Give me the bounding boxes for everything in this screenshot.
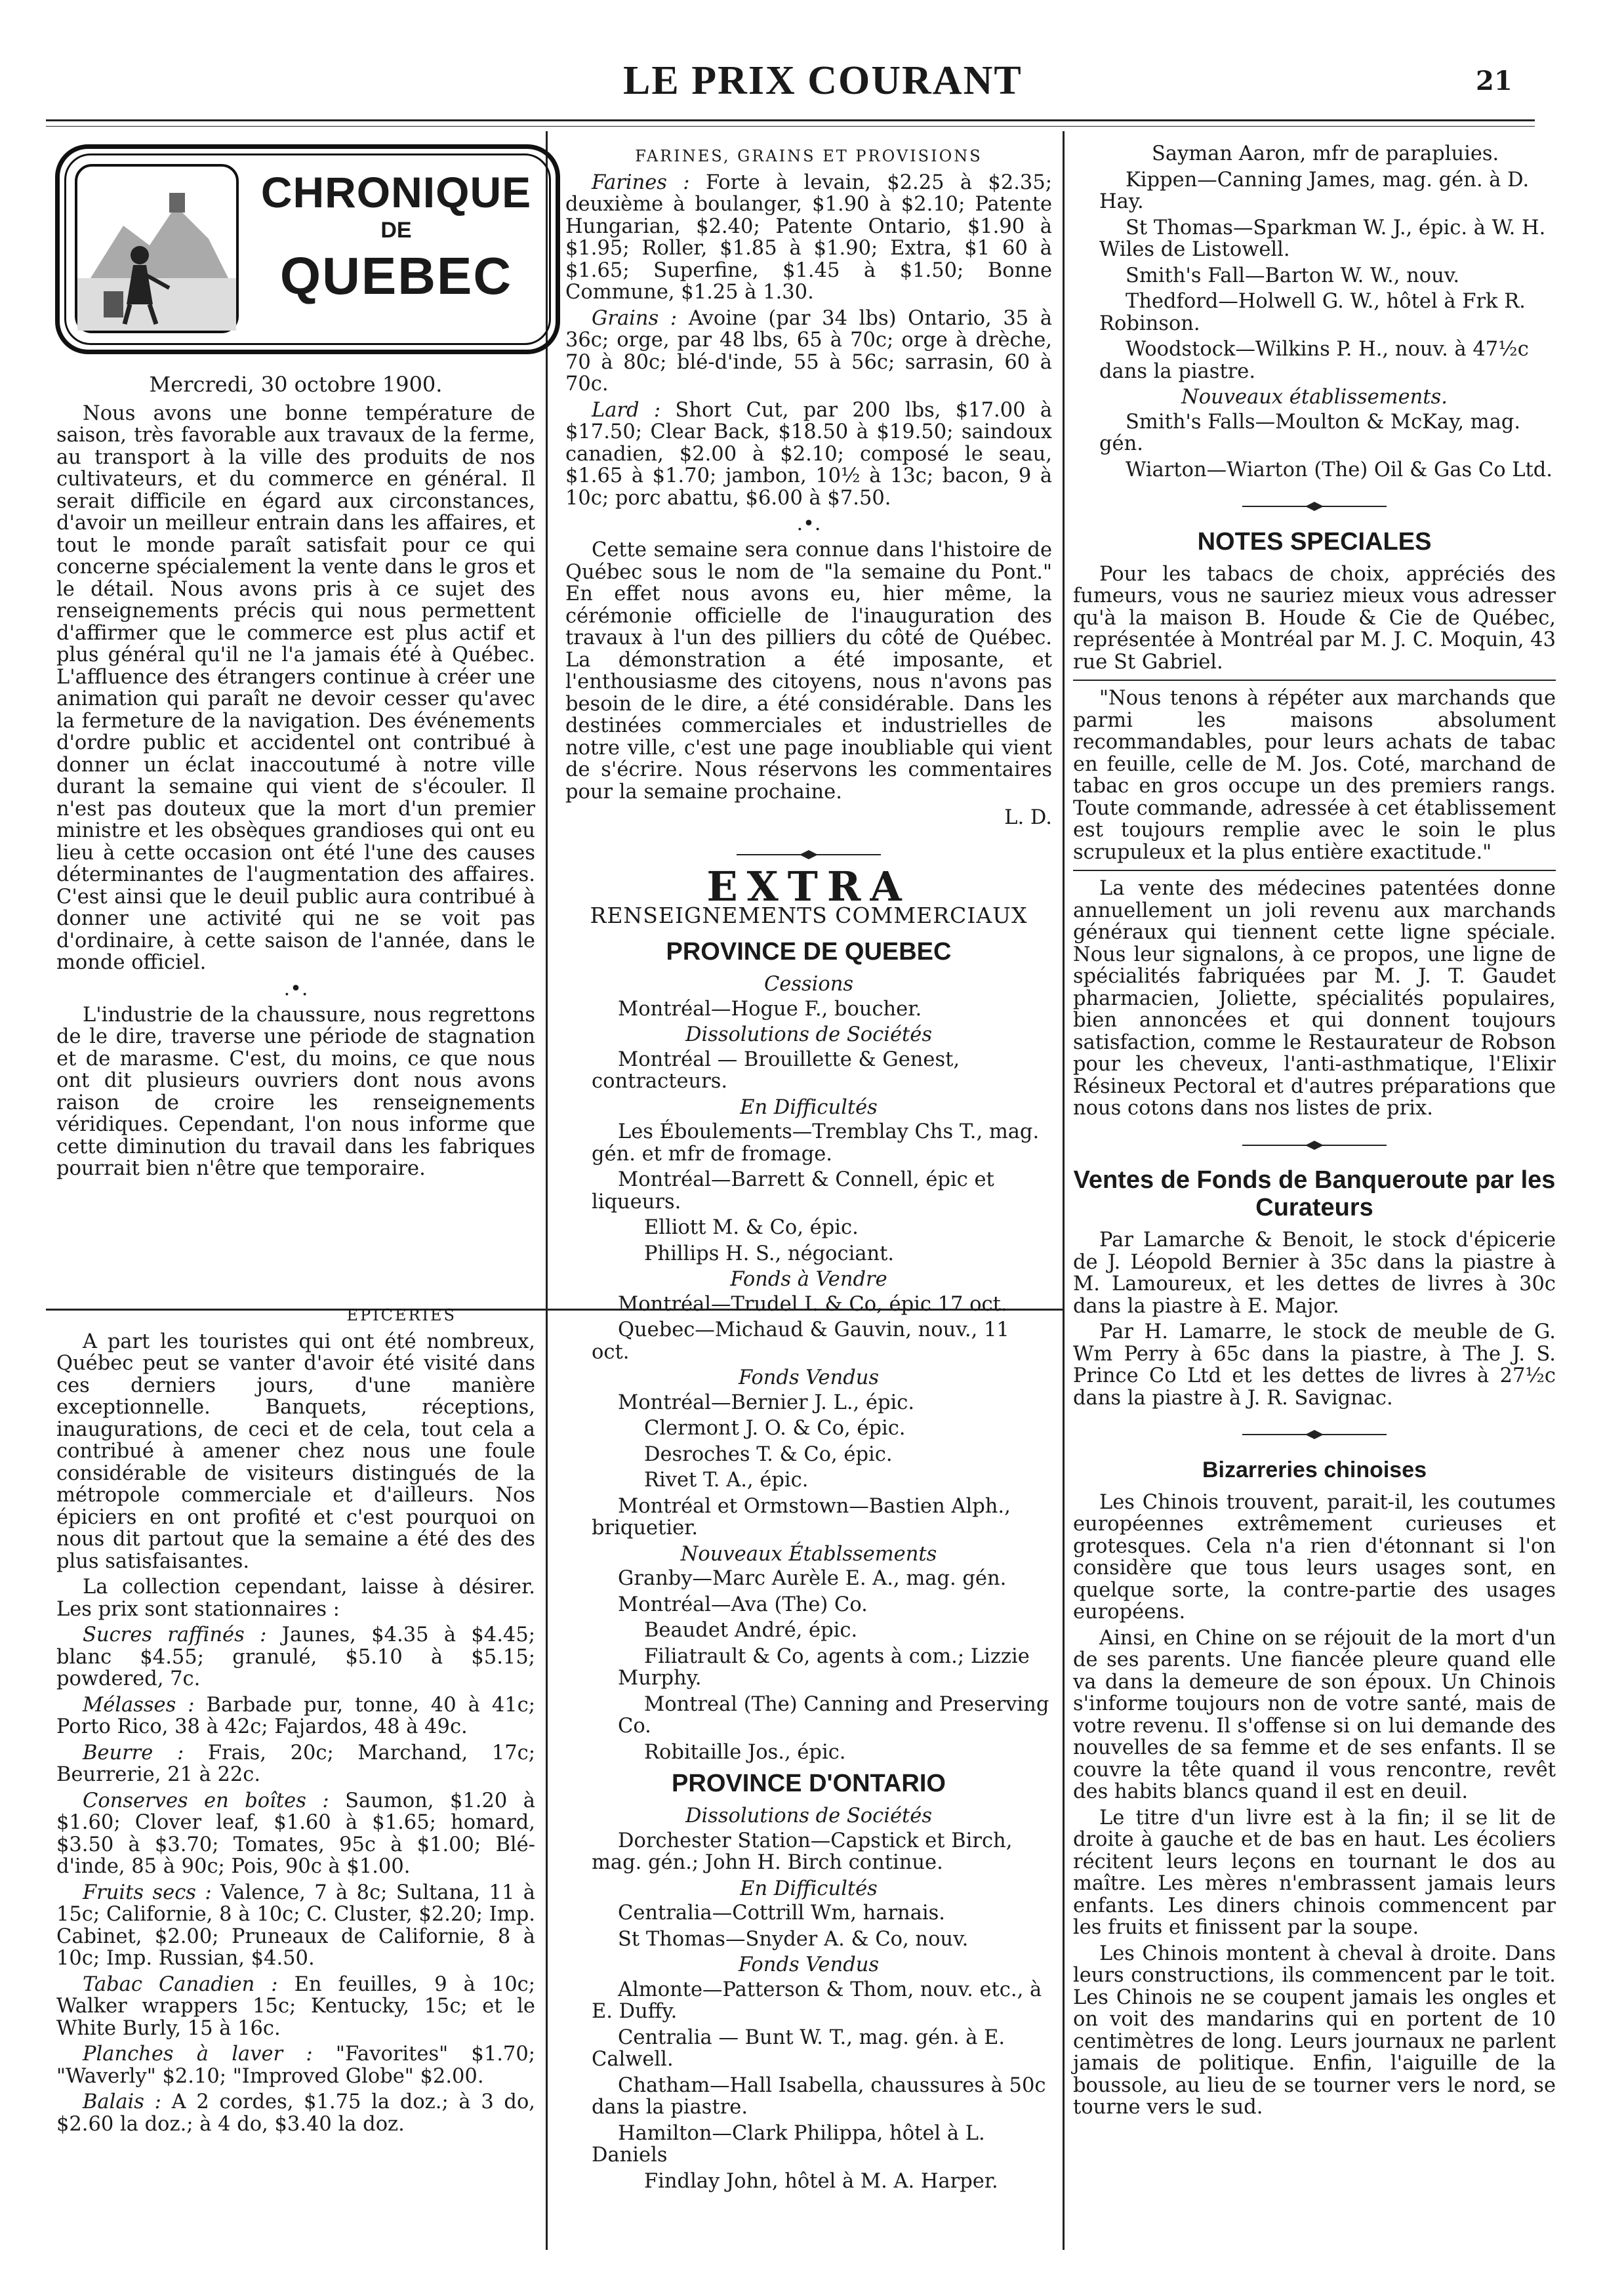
vente-lamarre: Par H. Lamarre, le stock de meuble de G. Wm Perry à 65c dans la piastre, à The J. S. Prince Co Ltd et les dettes de livres à 27½c dans la piastre à J. R. Savignac. — [1073, 1320, 1556, 1410]
dissolutions-heading: Dissolutions de Sociétés — [685, 1023, 932, 1046]
list-item: Rivet T. A., épic. — [644, 1469, 809, 1492]
list-item: Findlay John, hôtel à M. A. Harper. — [644, 2169, 998, 2193]
note-tabacs: Pour les tabacs de choix, appréciés des fumeurs, vous ne sauriez mieux vous adresser qu'à la maison B. Houde & Cie de Québec, représentée à Montréal par M. J. C. Moquin, 43 rue St Gabriel. — [1073, 562, 1556, 674]
list-item: Smith's Falls—Moulton & McKay, mag. gén. — [1099, 410, 1521, 455]
ontario-fonds-vendus-heading: Fonds Vendus — [738, 1953, 880, 1976]
list-item: Phillips H. S., négociant. — [644, 1242, 895, 1265]
list-item: Montréal—Ava (The) Co. — [618, 1593, 868, 1616]
price-lard: Lard : Short Cut, par 200 lbs, $17.00 à $17.50; Clear Back, $18.50 à $19.50; saindoux canadien, $2.00 à $2.10; composé le seau, $1.65 à $1.70; jambon, 10½ à 13c; bacon, 9 à 10c; porc abattu, $6.00 à $7.50. — [565, 398, 1053, 510]
column-1-upper — [56, 374, 535, 1184]
top-rule — [46, 119, 1535, 121]
list-item: Montréal—Hogue F., boucher. — [618, 997, 922, 1021]
page-number: 21 — [1476, 66, 1512, 96]
logo-illustration — [75, 164, 239, 333]
ventes-heading: Ventes de Fonds de Banqueroute par les Curateurs — [1073, 1166, 1556, 1221]
cessions-heading: Cessions — [763, 973, 854, 996]
note-cote: "Nous tenons à répéter aux marchands que parmi les maisons absolument recommandables, pour leurs achats de tabac en feuille, celle de M. Jos. Coté, marchand de tabac en gros occupe un des premiers rangs. Toute commande, adressée à cet établissement est toujours remplie avec le soin le plus scrupuleux et la plus entière exactitude." — [1073, 687, 1556, 864]
list-item: Beaudet André, épic. — [644, 1619, 858, 1642]
paragraph-chaussure: L'industrie de la chaussure, nous regrettons de le dire, traverse une période de stagnation et de marasme. C'est, du moins, ce que nous ont dit plusieurs ouvriers dont nous avons raison de croire les renseignements véridiques. Cependant, l'on nous informe que cette diminution du travail dans les fabriques pourrait bien n'être que temporaire. — [56, 1003, 535, 1180]
list-item: Kippen—Canning James, mag. gén. à D. Hay. — [1099, 168, 1530, 213]
fonds-vendus-heading: Fonds Vendus — [738, 1366, 880, 1389]
logo-quebec: QUEBEC — [279, 247, 513, 305]
price-fruits: Fruits secs : Valence, 7 à 8c; Sultana, 11 à 15c; Californie, 8 à 10c; C. Cluster, $2.20; Imp. Cabinet, $2.00; Pruneaux de Californie, 8 à 10c; Imp. Russian, $4.50. — [56, 1881, 535, 1970]
list-item: St Thomas—Sparkman W. J., épic. à W. H. Wiles de Listowell. — [1099, 216, 1546, 261]
price-grains: Grains : Avoine (par 34 lbs) Ontario, 35 à 36c; orge, par 48 lbs, 65 à 70c; orge à drèche, 70 à 80c; blé-d'inde, 55 à 56c; sarrasin, 60 à 70c. — [565, 306, 1053, 396]
list-item: Montréal — Brouillette & Genest, contracteurs. — [592, 1048, 960, 1093]
bizarreries-p3: Le titre d'un livre est à la fin; il se lit de droite à gauche et de bas en haut. Les écoliers récitent leurs leçons en tournant le dos au maître. Les mères n'embrassent jamais leurs enfants. Les diners chinois commencent par les fruits et finissent par la soupe. — [1073, 1806, 1556, 1939]
list-item: Hamilton—Clark Philippa, hôtel à L. Daniels — [592, 2121, 985, 2167]
list-item: Quebec—Michaud & Gauvin, nouv., 11 oct. — [592, 1318, 1009, 1364]
renseignements-heading: RENSEIGNEMENTS COMMERCIAUX — [590, 902, 1028, 928]
nouveaux-etablissements-heading-3: Nouveaux établissements. — [1181, 386, 1448, 409]
bizarreries-p2: Ainsi, en Chine on se réjouit de la mort d'un de ses parents. Une fiancée pleure quand elle va dans la demeure de son époux. Un Chinois s'informe toujours non de votre santé, mais de votre revenu. Il s'offense si on lui demande des nouvelles de sa femme et de ses enfants. Il se couvre la tête quand il vous rencontre, revêt des habits blancs quand il est en deuil. — [1073, 1626, 1556, 1803]
nouveaux-etablissements-heading: Nouveaux Établssements — [680, 1542, 937, 1566]
list-item: Thedford—Holwell G. W., hôtel à Frk R. Robinson. — [1099, 290, 1526, 335]
list-item: Sayman Aaron, mfr de parapluies. — [1152, 142, 1499, 165]
paragraph-touristes: A part les touristes qui ont été nombreux, Québec peut se vanter d'avoir été visité dans ces derniers jours, d'une manière exceptionnelle. Banquets, réceptions, inaugurations, de ceci et de cela, tout cela a contribué à amener chez nous une foule considérable de visiteurs distingués de la métropole commerciale et d'ailleurs. Nos épiciers en ont profité et c'est pourquoi on nous dit partout que la semaine a été des des plus satisfaisantes. — [56, 1330, 535, 1573]
price-sucres: Sucres raffinés : Jaunes, $4.35 à $4.45; blanc $4.55; granulé, $5.10 à $5.15; powdered, 7c. — [56, 1623, 535, 1690]
list-item: Smith's Fall—Barton W. W., nouv. — [1126, 264, 1460, 287]
column-rule-2 — [1063, 131, 1065, 2250]
list-item: Wiarton—Wiarton (The) Oil & Gas Co Ltd. — [1126, 458, 1553, 481]
list-item: Montréal—Bernier J. L., épic. — [618, 1391, 915, 1414]
ontario-dissolutions-heading: Dissolutions de Sociétés — [685, 1805, 932, 1827]
chronique-logo — [55, 144, 560, 354]
note-medecines: La vente des médecines patentées donne annuellement un joli revenu aux marchands généraux qui tiennent cette ligne spéciale. Nous leur signalons, à ce propos, une ligne de spécialités fabriquées par M. J. T. Gaudet pharmacien, Joliette, spécialités populaires, bien annoncées et qui donnent toujours satisfaction, comme le Restaurateur de Robson pour les cheveux, l'anti-asthmatique, l'Elixir Résineux Pectoral et d'autres préparations que nous cotons dans nos listes de prix. — [1073, 877, 1556, 1120]
list-item: Montréal—Barrett & Connell, épic et liqueurs. — [592, 1168, 994, 1213]
column-2 — [565, 143, 1052, 2196]
paragraph-weather: Nous avons une bonne température de saison, très favorable aux travaux de la ferme, au transport à la ville des produits de nos cultivateurs, et du commerce en général. Il serait difficile en égard aux circonstances, d'avoir un meilleur entrain dans les affaires, et tout le monde paraît satisfait pour ce qui concerne spécialement la vente dans le gros et le détail. Nous avons pris à ce sujet des renseignements précis qui nous permettent d'affirmer que le commerce est plus actif et plus général qu'il ne l'a jamais été à Québec. L'affluence des étrangers continue à créer une animation qui paraît ne devoir cesser qu'avec la fermeture de la navigation. Des événements d'ordre public et accidentel ont contribué à donner un éclat inaccoutumé à notre ville durant la semaine qui vient de s'écouler. Il n'est pas douteux que la mort d'un premier ministre et les obsèques grandioses qui ont eu lieu à cette occasion ont été l'une des causes déterminantes de l'augmentation des affaires. C'est ainsi que le deuil public aura contribué à donner une activité qui ne se voit pas d'ordinaire, à cette saison de l'année, dans le monde officiel. — [56, 401, 535, 974]
list-item: Clermont J. O. & Co, épic. — [644, 1417, 906, 1440]
price-balais: Balais : A 2 cordes, $1.75 la doz.; à 3 do, $2.60 la doz.; à 4 do, $3.40 la doz. — [56, 2090, 536, 2136]
bizarreries-p1: Les Chinois trouvent, parait-il, les coutumes européennes extrêmement curieuses et grotesques. Cela n'a rien d'étonnant si l'on considère que tous leurs usages sont, en quelque sorte, la contre-partie des usages européens. — [1073, 1490, 1556, 1623]
farines-heading: FARINES, GRAINS ET PROVISIONS — [635, 147, 983, 165]
notes-speciales-heading: NOTES SPECIALES — [1197, 527, 1432, 556]
paragraph-pont: Cette semaine sera connue dans l'histoire de Québec sous le nom de "la semaine du Pont." En effet nous avons eu, hier même, la cérémonie officielle de l'inauguration des travaux à l'un des pilliers du côté de Québec. La démonstration a été imposante, et l'enthousiasme des citoyens, nous n'avons pas besoin de le dire, a été considérable. Dans les destinées commerciales et industrielles de notre ville, c'est une page inoubliable qui vient de s'écrire. Nous réservons les commentaires pour la semaine prochaine. — [565, 539, 1052, 804]
list-item: Chatham—Hall Isabella, chaussures à 50c dans la piastre. — [592, 2073, 1046, 2119]
price-planches: Planches à laver : "Favorites" $1.70; "Waverly" $2.10; "Improved Globe" $2.00. — [56, 2043, 536, 2088]
list-item: Robitaille Jos., épic. — [644, 1740, 846, 1764]
price-farines: Farines : Forte à levain, $2.25 à $2.35; deuxième à boulanger, $1.90 à $2.10; Patente Hungarian, $2.40; Patente Ontario, $1.90 à $1.95; Roller, $1.85 à $1.90; Extra, $1 60 à $1.65; Superfine, $1.45 à $1.50; Bonne Commune, $1.25 à 1.30. — [565, 171, 1053, 304]
ornament-divider — [1073, 1133, 1556, 1155]
divider — [1073, 870, 1556, 871]
list-item: Montréal et Ormstown—Bastien Alph., briquetier. — [592, 1494, 1011, 1540]
extra-heading: EXTRA — [706, 863, 911, 910]
ornament-divider — [1073, 494, 1556, 516]
dots-separator: .•. — [283, 977, 308, 1000]
list-item: Filiatrault & Co, agents à com.; Lizzie Murphy. — [618, 1644, 1030, 1690]
paragraph-collection: La collection cependant, laisse à désirer. Les prix sont stationnaires : — [56, 1576, 535, 1621]
price-melasses: Mélasses : Barbade pur, tonne, 40 à 41c; Porto Rico, 38 à 42c; Fajardos, 48 à 49c. — [56, 1693, 535, 1738]
province-ontario-heading: PROVINCE D'ONTARIO — [672, 1770, 946, 1797]
price-conserves: Conserves en boîtes : Saumon, $1.20 à $1.60; Clover leaf, $1.60 à $1.65; homard, $3.50 à $3.70; Tomates, 95c à $1.00; Blé-d'inde, 85 à 90c; Pois, 90c à $1.00. — [56, 1789, 535, 1878]
column-3 — [1073, 143, 1556, 2123]
list-item: St Thomas—Snyder A. & Co, nouv. — [618, 1927, 969, 1951]
difficultes-heading: En Difficultés — [740, 1095, 878, 1119]
list-item: Almonte—Patterson & Thom, nouv. etc., à E. Duffy. — [592, 1978, 1042, 2023]
dateline: Mercredi, 30 octobre 1900. — [149, 372, 443, 397]
divider — [1073, 680, 1556, 681]
list-item: Les Éboulements—Tremblay Chs T., mag. gén. et mfr de fromage. — [592, 1120, 1040, 1166]
column-rule-1 — [546, 131, 548, 2250]
skater-figure-icon — [77, 167, 236, 331]
list-item: Montreal (The) Canning and Preserving Co. — [618, 1692, 1049, 1738]
masthead: LE PRIX COURANT — [623, 58, 1023, 103]
price-beurre: Beurre : Frais, 20c; Marchand, 17c; Beurrerie, 21 à 22c. — [56, 1741, 535, 1786]
list-item: Granby—Marc Aurèle E. A., mag. gén. — [618, 1567, 1007, 1590]
signature: L. D. — [1004, 806, 1052, 829]
vente-lamarche: Par Lamarche & Benoit, le stock d'épicerie de J. Léopold Bernier à 35c dans la piastre à M. Lamoureux, et les dettes de livres à 30c dans la piastre à E. Major. — [1073, 1229, 1556, 1318]
list-item: Montréal—Trudel I. & Co, épic 17 oct. — [618, 1292, 1007, 1316]
bizarreries-p4: Les Chinois montent à cheval à droite. Dans leurs constructions, ils commencent par le toit. Les Chinois ne se coupent jamais les ongles et on voit des mandarins qui en portent de 10 centimètres de long. Leurs journaux ne parlent jamais de politique. Enfin, l'aiguille de la boussole, au lieu de se tourner vers le nord, se tourne vers le sud. — [1073, 1942, 1556, 2119]
price-tabac: Tabac Canadien : En feuilles, 9 à 10c; Walker wrappers 15c; Kentucky, 15c; et le White Burly, 15 à 16c. — [56, 1972, 535, 2040]
ontario-difficultes-heading: En Difficultés — [740, 1877, 878, 1900]
logo-de: DE — [380, 218, 412, 243]
ornament-divider — [565, 842, 1052, 865]
logo-chronique: CHRONIQUE — [260, 168, 532, 216]
top-rule-thin — [46, 126, 1535, 127]
province-quebec-heading: PROVINCE DE QUEBEC — [666, 938, 952, 966]
list-item: Centralia — Bunt W. T., mag. gén. à E. Calwell. — [592, 2026, 1005, 2071]
column-1-lower — [56, 1302, 535, 2139]
list-item: Woodstock—Wilkins P. H., nouv. à 47½c dans la piastre. — [1099, 338, 1529, 383]
bizarreries-heading: Bizarreries chinoises — [1202, 1457, 1427, 1482]
list-item: Desroches T. & Co, épic. — [644, 1442, 893, 1466]
list-item: Dorchester Station—Capstick et Birch, mag. gén.; John H. Birch continue. — [592, 1829, 1013, 1874]
epiceries-heading: EPICERIES — [346, 1306, 457, 1324]
list-item: Elliott M. & Co, épic. — [644, 1216, 859, 1239]
list-item: Centralia—Cottrill Wm, harnais. — [618, 1902, 945, 1925]
ornament-divider — [1073, 1422, 1556, 1444]
fonds-a-vendre-heading: Fonds à Vendre — [730, 1268, 887, 1291]
dots-separator-2: .•. — [796, 512, 821, 535]
